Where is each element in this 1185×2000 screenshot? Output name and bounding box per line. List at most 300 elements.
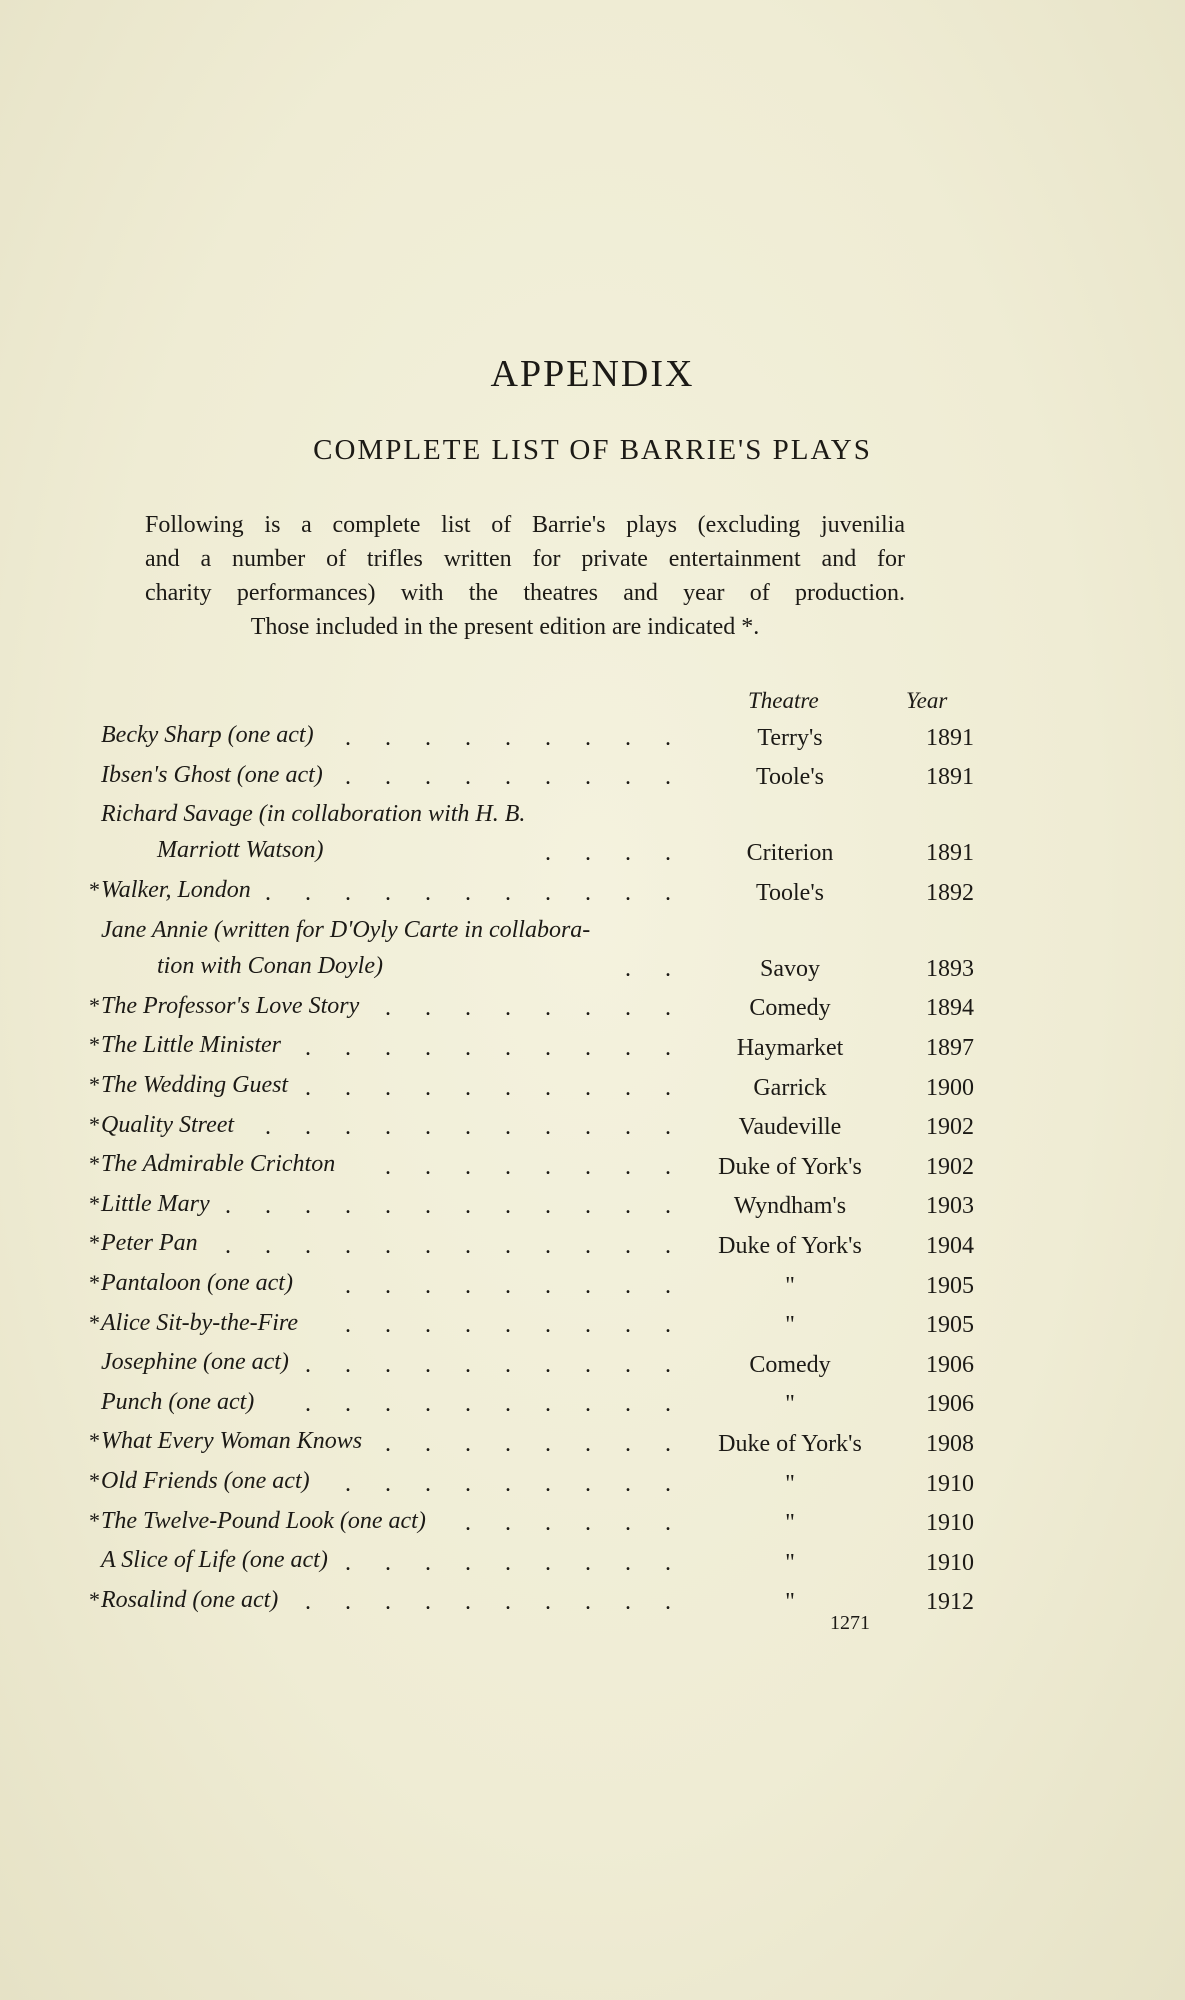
play-row [0, 1422, 1185, 1462]
leader-dot: . [585, 1193, 591, 1220]
leader-dot: . [465, 1549, 471, 1576]
play-theatre: Vaudeville [738, 1114, 842, 1141]
leader-dot: . [625, 1074, 631, 1101]
leader-dot: . [425, 1351, 431, 1378]
leader-dot: . [505, 1470, 511, 1497]
leader-dot: . [305, 1391, 311, 1418]
leader-dot: . [625, 764, 631, 791]
leader-dot: . [625, 724, 631, 751]
play-title [101, 762, 323, 789]
leader-dot: . [465, 1510, 471, 1537]
leader-dot: . [305, 1351, 311, 1378]
play-row [0, 1145, 1185, 1185]
leader-dot: . [465, 1312, 471, 1339]
leader-dot: . [305, 1232, 311, 1259]
play-row [0, 871, 1185, 911]
leader-dot: . [425, 1391, 431, 1418]
play-year: 1904 [926, 1232, 974, 1259]
leader-dot: . [385, 1351, 391, 1378]
play-title-continuation: tion with Conan Doyle) [157, 952, 383, 979]
play-title [101, 801, 525, 864]
leader-dot: . [425, 1430, 431, 1457]
play-row [0, 1541, 1185, 1581]
leader-dot: . [425, 1153, 431, 1180]
play-theatre: Toole's [756, 879, 824, 906]
play-year: 1908 [926, 1430, 974, 1457]
leader-dot: . [385, 1232, 391, 1259]
leader-dot: . [385, 1114, 391, 1141]
leader-dot: . [345, 1272, 351, 1299]
leader-dot: . [465, 1074, 471, 1101]
leader-dot: . [665, 1351, 671, 1378]
play-theatre: Toole's [756, 764, 824, 791]
play-title [101, 917, 590, 980]
leader-dot: . [305, 879, 311, 906]
leader-dot: . [665, 1470, 671, 1497]
edition-star-marker: * [89, 1309, 100, 1335]
leader-dot: . [425, 1074, 431, 1101]
play-row [0, 1502, 1185, 1542]
play-year: 1910 [926, 1510, 974, 1537]
leader-dot: . [665, 1272, 671, 1299]
play-theatre: Haymarket [736, 1034, 844, 1061]
play-title-text: Josephine (one act) [101, 1349, 289, 1376]
leader-dot: . [505, 879, 511, 906]
leader-dot: . [385, 1074, 391, 1101]
leader-dot: . [345, 724, 351, 751]
leader-dot: . [625, 1312, 631, 1339]
leader-dot: . [345, 1351, 351, 1378]
leader-dot: . [585, 764, 591, 791]
play-title-text: The Twelve-Pound Look (one act) [101, 1507, 426, 1534]
leader-dot: . [505, 764, 511, 791]
leader-dot: . [385, 1153, 391, 1180]
play-theatre: Criterion [746, 840, 834, 867]
leader-dot: . [585, 1034, 591, 1061]
play-title [101, 1547, 328, 1574]
leader-dot: . [665, 1430, 671, 1457]
leader-dot: . [465, 1034, 471, 1061]
intro-line: Those included in the present edition are indicated *. [250, 614, 760, 640]
play-title-text: Old Friends (one act) [101, 1467, 310, 1494]
leader-dot: . [665, 1312, 671, 1339]
leader-dot: . [425, 724, 431, 751]
play-theatre: Duke of York's [718, 1153, 862, 1180]
leader-dot: . [545, 1272, 551, 1299]
play-title-text: The Professor's Love Story [101, 992, 360, 1019]
play-title-text: Becky Sharp (one act) [101, 722, 314, 748]
leader-dot: . [625, 1272, 631, 1299]
edition-star-marker: * [89, 1032, 100, 1058]
play-year: 1902 [926, 1153, 974, 1180]
play-title-text: Ibsen's Ghost (one act) [101, 761, 323, 788]
leader-dot: . [625, 1351, 631, 1378]
leader-dot: . [665, 1589, 671, 1616]
play-title [101, 1191, 210, 1218]
play-theatre: " [785, 1589, 795, 1616]
leader-dot: . [585, 1549, 591, 1576]
leader-dot: . [585, 1391, 591, 1418]
leader-dot: . [505, 1312, 511, 1339]
leader-dot: . [505, 1272, 511, 1299]
leader-dot: . [505, 995, 511, 1022]
leader-dot: . [385, 1391, 391, 1418]
year-column-header: Year [906, 688, 948, 713]
leader-dot: . [425, 764, 431, 791]
leader-dot: . [665, 1193, 671, 1220]
leader-dot: . [265, 1193, 271, 1220]
leader-dot: . [545, 879, 551, 906]
leader-dot: . [305, 1074, 311, 1101]
leader-dot: . [625, 1589, 631, 1616]
page-number: 1271 [830, 1612, 870, 1634]
leader-dot: . [465, 1589, 471, 1616]
intro-paragraph [145, 508, 905, 644]
play-year: 1910 [926, 1549, 974, 1576]
leader-dot: . [665, 955, 671, 982]
play-theatre: " [785, 1272, 795, 1299]
leader-dot: . [545, 1470, 551, 1497]
leader-dot: . [585, 1114, 591, 1141]
leader-dot: . [665, 995, 671, 1022]
leader-dot: . [425, 1470, 431, 1497]
edition-star-marker: * [89, 1190, 100, 1216]
play-year: 1900 [926, 1074, 974, 1101]
leader-dot: . [625, 1153, 631, 1180]
play-row [0, 1224, 1185, 1264]
play-title [101, 1587, 278, 1614]
play-year: 1891 [926, 724, 974, 751]
edition-star-marker: * [89, 1151, 100, 1177]
leader-dot: . [625, 1549, 631, 1576]
leader-dot: . [345, 1312, 351, 1339]
leader-dot: . [585, 995, 591, 1022]
leader-dot: . [385, 764, 391, 791]
play-row [0, 716, 1185, 756]
leader-dot: . [385, 1034, 391, 1061]
play-theatre: " [785, 1312, 795, 1339]
leader-dot: . [625, 1232, 631, 1259]
leader-dot: . [625, 879, 631, 906]
play-year: 1893 [926, 955, 974, 982]
play-title [101, 1230, 198, 1257]
leader-dot: . [425, 879, 431, 906]
leader-dot: . [345, 1074, 351, 1101]
leader-dot: . [625, 1430, 631, 1457]
intro-line: and a number of trifles written for private entertainment and for [145, 546, 905, 572]
leader-dot: . [665, 1549, 671, 1576]
play-theatre: " [785, 1470, 795, 1497]
leader-dot: . [345, 1589, 351, 1616]
play-title-text: Peter Pan [101, 1230, 198, 1257]
leader-dot: . [545, 1034, 551, 1061]
leader-dot: . [385, 1549, 391, 1576]
leader-dot: . [505, 1074, 511, 1101]
play-title [101, 877, 251, 904]
play-theatre: Savoy [760, 955, 820, 982]
play-row [0, 1106, 1185, 1146]
leader-dot: . [505, 1232, 511, 1259]
leader-dot: . [625, 955, 631, 982]
play-year: 1903 [926, 1193, 974, 1220]
leader-dot: . [625, 1114, 631, 1141]
leader-dot: . [585, 1312, 591, 1339]
leader-dot: . [585, 879, 591, 906]
leader-dot: . [665, 1074, 671, 1101]
play-row [0, 987, 1185, 1027]
leader-dot: . [545, 1510, 551, 1537]
play-year: 1906 [926, 1391, 974, 1418]
play-title-text: Little Mary [101, 1190, 210, 1217]
play-year: 1902 [926, 1114, 974, 1141]
play-row [0, 1066, 1185, 1106]
play-title-text: Jane Annie (written for D'Oyly Carte in collabora- [101, 916, 591, 943]
leader-dot: . [505, 1193, 511, 1220]
play-theatre: Garrick [753, 1074, 827, 1101]
play-title-text: Richard Savage (in collaboration with H. B. [101, 801, 526, 828]
leader-dot: . [545, 1074, 551, 1101]
leader-dot: . [465, 1272, 471, 1299]
play-row [0, 1343, 1185, 1383]
leader-dot: . [345, 1232, 351, 1259]
play-title [101, 1032, 281, 1059]
leader-dot: . [585, 1272, 591, 1299]
play-row [0, 1383, 1185, 1423]
play-title-text: Punch (one act) [101, 1388, 255, 1415]
leader-dot: . [545, 1589, 551, 1616]
edition-star-marker: * [89, 1230, 100, 1256]
leader-dot: . [545, 1430, 551, 1457]
plays-list [0, 716, 1185, 1620]
play-title [101, 1428, 362, 1455]
leader-dot: . [425, 1034, 431, 1061]
play-row [0, 795, 1185, 871]
leader-dot: . [545, 1391, 551, 1418]
leader-dot: . [545, 840, 551, 867]
leader-dot: . [385, 1470, 391, 1497]
leader-dot: . [585, 1589, 591, 1616]
leader-dot: . [625, 1391, 631, 1418]
leader-dot: . [545, 1153, 551, 1180]
play-theatre: " [785, 1549, 795, 1576]
leader-dot: . [545, 1232, 551, 1259]
leader-dot: . [585, 1351, 591, 1378]
leader-dot: . [585, 1470, 591, 1497]
leader-dot: . [265, 1232, 271, 1259]
leader-dot: . [465, 879, 471, 906]
play-title-text: The Little Minister [101, 1032, 281, 1059]
leader-dot: . [505, 1153, 511, 1180]
play-title-text: The Wedding Guest [101, 1071, 289, 1098]
leader-dot: . [305, 1034, 311, 1061]
play-title [101, 1072, 288, 1099]
leader-dot: . [505, 1589, 511, 1616]
play-year: 1905 [926, 1312, 974, 1339]
leader-dot: . [625, 1193, 631, 1220]
edition-star-marker: * [89, 1269, 100, 1295]
edition-star-marker: * [89, 992, 100, 1018]
play-theatre: " [785, 1510, 795, 1537]
leader-dot: . [585, 1430, 591, 1457]
play-title-continuation: Marriott Watson) [157, 837, 324, 864]
play-year: 1892 [926, 879, 974, 906]
leader-dot: . [345, 1391, 351, 1418]
leader-dot: . [345, 879, 351, 906]
play-row [0, 911, 1185, 987]
leader-dot: . [505, 1351, 511, 1378]
leader-dot: . [545, 1351, 551, 1378]
leader-dot: . [665, 1114, 671, 1141]
leader-dot: . [625, 1034, 631, 1061]
leader-dot: . [345, 1470, 351, 1497]
leader-dot: . [465, 1391, 471, 1418]
play-year: 1897 [926, 1034, 974, 1061]
leader-dot: . [665, 840, 671, 867]
leader-dot: . [585, 840, 591, 867]
leader-dot: . [665, 1391, 671, 1418]
play-year: 1905 [926, 1272, 974, 1299]
edition-star-marker: * [89, 877, 100, 903]
leader-dot: . [425, 1232, 431, 1259]
leader-dot: . [465, 1470, 471, 1497]
play-theatre: " [785, 1391, 795, 1418]
leader-dot: . [345, 764, 351, 791]
play-row [0, 1264, 1185, 1304]
play-title [101, 1389, 254, 1416]
play-theatre: Duke of York's [718, 1232, 862, 1259]
play-title-text: A Slice of Life (one act) [101, 1547, 328, 1574]
leader-dot: . [625, 995, 631, 1022]
play-row [0, 1026, 1185, 1066]
leader-dot: . [625, 1510, 631, 1537]
leader-dot: . [465, 1351, 471, 1378]
leader-dot: . [545, 1549, 551, 1576]
edition-star-marker: * [89, 1586, 100, 1612]
leader-dot: . [465, 995, 471, 1022]
leader-dot: . [305, 1589, 311, 1616]
leader-dot: . [545, 1312, 551, 1339]
intro-line: charity performances) with the theatres and year of production. [145, 580, 905, 606]
theatre-column-header: Theatre [748, 688, 819, 713]
play-year: 1891 [926, 840, 974, 867]
leader-dot: . [545, 764, 551, 791]
play-title [101, 1468, 310, 1495]
leader-dot: . [585, 1153, 591, 1180]
leader-dot: . [425, 995, 431, 1022]
play-title [101, 1349, 289, 1376]
play-title [101, 1151, 335, 1178]
leader-dot: . [665, 1232, 671, 1259]
play-year: 1912 [926, 1589, 974, 1616]
leader-dot: . [305, 1114, 311, 1141]
leader-dot: . [425, 1312, 431, 1339]
play-year: 1906 [926, 1351, 974, 1378]
play-title-text: Quality Street [101, 1111, 235, 1138]
leader-dot: . [505, 1391, 511, 1418]
leader-dot: . [425, 1549, 431, 1576]
play-theatre: Wyndham's [733, 1193, 847, 1220]
leader-dot: . [665, 1034, 671, 1061]
leader-dot: . [305, 1193, 311, 1220]
play-year: 1910 [926, 1470, 974, 1497]
leader-dot: . [345, 1193, 351, 1220]
leader-dot: . [505, 1549, 511, 1576]
leader-dot: . [505, 724, 511, 751]
leader-dot: . [625, 840, 631, 867]
leader-dot: . [665, 1153, 671, 1180]
appendix-heading: APPENDIX [490, 353, 695, 395]
leader-dot: . [385, 1312, 391, 1339]
play-title [101, 1112, 234, 1139]
leader-dot: . [585, 1510, 591, 1537]
leader-dot: . [385, 995, 391, 1022]
play-row [0, 756, 1185, 796]
leader-dot: . [665, 724, 671, 751]
play-title-text: Pantaloon (one act) [101, 1269, 293, 1296]
leader-dot: . [585, 724, 591, 751]
play-row [0, 1304, 1185, 1344]
edition-star-marker: * [89, 1507, 100, 1533]
leader-dot: . [465, 1232, 471, 1259]
leader-dot: . [665, 764, 671, 791]
leader-dot: . [265, 879, 271, 906]
leader-dot: . [385, 1193, 391, 1220]
leader-dot: . [505, 1430, 511, 1457]
play-title-text: Alice Sit-by-the-Fire [101, 1309, 299, 1336]
leader-dot: . [345, 1549, 351, 1576]
play-title [101, 1270, 293, 1297]
edition-star-marker: * [89, 1467, 100, 1493]
leader-dot: . [265, 1114, 271, 1141]
leader-dot: . [425, 1193, 431, 1220]
play-row [0, 1581, 1185, 1621]
play-theatre: Comedy [749, 1351, 831, 1378]
play-title [101, 722, 314, 749]
leader-dot: . [465, 724, 471, 751]
leader-dot: . [225, 1193, 231, 1220]
leader-dot: . [505, 1034, 511, 1061]
play-title-text: What Every Woman Knows [101, 1428, 363, 1455]
leader-dot: . [225, 1232, 231, 1259]
play-theatre: Comedy [749, 995, 831, 1022]
leader-dot: . [465, 1430, 471, 1457]
leader-dot: . [385, 724, 391, 751]
list-title: COMPLETE LIST OF BARRIE'S PLAYS [313, 434, 872, 466]
play-title [101, 993, 359, 1020]
leader-dot: . [385, 1272, 391, 1299]
leader-dot: . [665, 1510, 671, 1537]
leader-dot: . [665, 879, 671, 906]
play-row [0, 1462, 1185, 1502]
play-title-text: Rosalind (one act) [101, 1586, 279, 1613]
leader-dot: . [545, 995, 551, 1022]
leader-dot: . [465, 1193, 471, 1220]
play-title-text: Walker, London [101, 877, 251, 904]
play-theatre: Duke of York's [718, 1430, 862, 1457]
leader-dot: . [545, 1193, 551, 1220]
play-title [101, 1310, 298, 1337]
edition-star-marker: * [89, 1071, 100, 1097]
leader-dot: . [385, 1589, 391, 1616]
leader-dot: . [505, 1114, 511, 1141]
play-row [0, 1185, 1185, 1225]
edition-star-marker: * [89, 1428, 100, 1454]
leader-dot: . [465, 1114, 471, 1141]
leader-dot: . [385, 879, 391, 906]
play-year: 1891 [926, 764, 974, 791]
leader-dot: . [425, 1589, 431, 1616]
play-title-text: The Admirable Crichton [101, 1151, 336, 1178]
